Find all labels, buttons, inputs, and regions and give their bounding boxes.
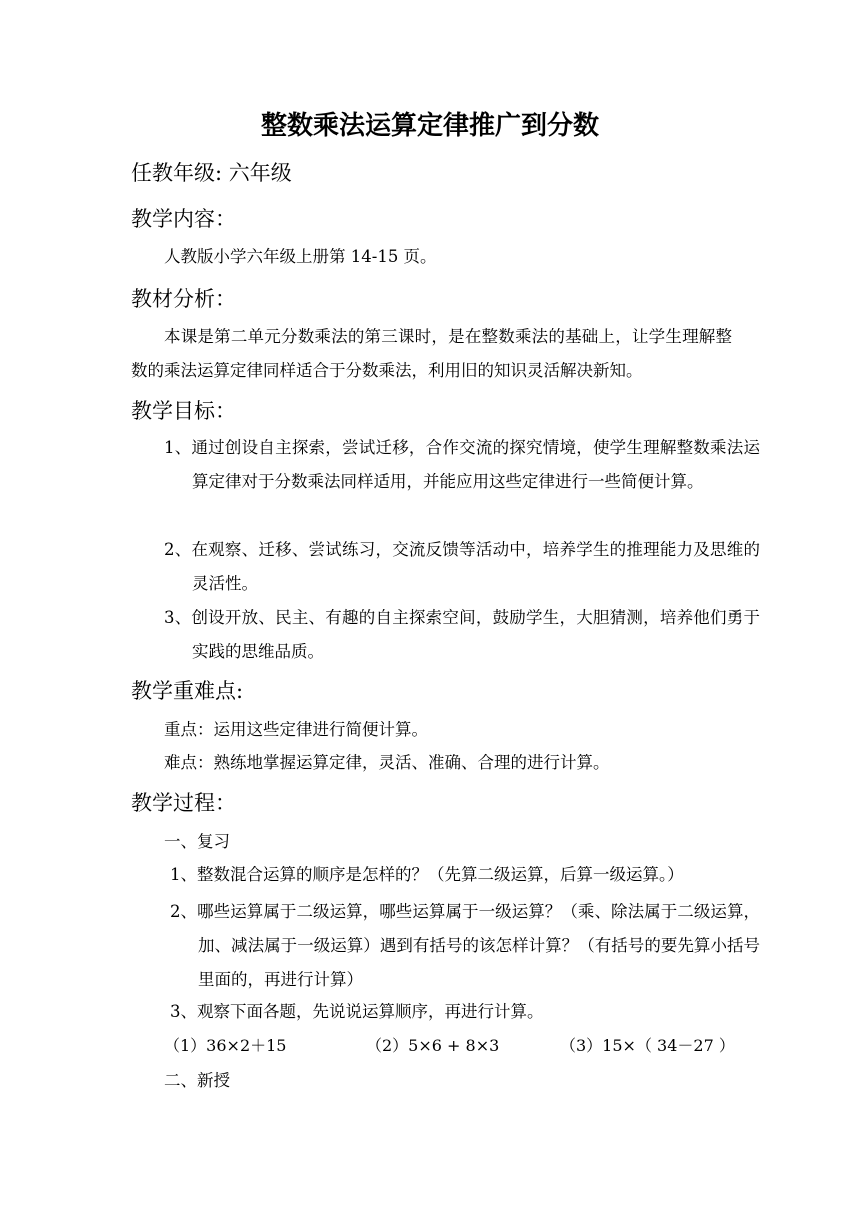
objectives-heading: 教学目标： xyxy=(131,399,236,423)
review-item: 1、整数混合运算的顺序是怎样的？（先算二级运算，后算一级运算。） xyxy=(170,865,684,884)
calculation-item: （2）5×6 + 8×3 xyxy=(366,1036,500,1055)
review-item: 2、哪些运算属于二级运算，哪些运算属于一级运算？（乘、除法属于二级运算，加、减法属于一级运算）遇到有括号的该怎样计算？（有括号的要先算小括号里面的，再进行计算） xyxy=(170,902,760,989)
calculation-item: （1）36×2＋15 xyxy=(164,1036,287,1055)
objective-item: 3、创设开放、民主、有趣的自主探索空间，鼓励学生，大胆猜测，培养他们勇于实践的思维品质。 xyxy=(164,608,760,661)
calculation-item: （3）15×（ 34－27 ） xyxy=(560,1036,735,1055)
page-title: 整数乘法运算定律推广到分数 xyxy=(260,111,599,141)
key-points-heading: 教学重难点: xyxy=(131,679,244,703)
grade-label: 任教年级: xyxy=(131,161,223,185)
grade-value: 六年级 xyxy=(228,161,292,185)
objective-item: 1、通过创设自主探索，尝试迁移，合作交流的探究情境，使学生理解整数乘法运算定律对于分数乘法同样适用，并能应用这些定律进行一些简便计算。 xyxy=(164,438,760,491)
review-item: 3、观察下面各题，先说说运算顺序，再进行计算。 xyxy=(170,1002,544,1021)
content-text: 人教版小学六年级上册第 14-15 页。 xyxy=(164,247,437,266)
analysis-heading: 教材分析： xyxy=(131,287,236,311)
analysis-text: 本课是第二单元分数乘法的第三课时，是在整数乘法的基础上，让学生理解整数的乘法运算定律同样适合于分数乘法，利用旧的知识灵活解决新知。 xyxy=(131,327,732,380)
key-point-text: 重点：运用这些定律进行简便计算。 xyxy=(164,720,428,739)
new-lesson-heading: 二、新授 xyxy=(164,1071,230,1090)
content-heading: 教学内容： xyxy=(131,207,236,231)
review-heading: 一、复习 xyxy=(164,832,230,851)
difficult-point-text: 难点：熟练地掌握运算定律，灵活、准确、合理的进行计算。 xyxy=(164,753,610,772)
objective-item: 2、在观察、迁移、尝试练习，交流反馈等活动中，培养学生的推理能力及思维的灵活性。 xyxy=(164,540,760,593)
process-heading: 教学过程： xyxy=(131,791,236,815)
grade-line xyxy=(131,158,292,188)
